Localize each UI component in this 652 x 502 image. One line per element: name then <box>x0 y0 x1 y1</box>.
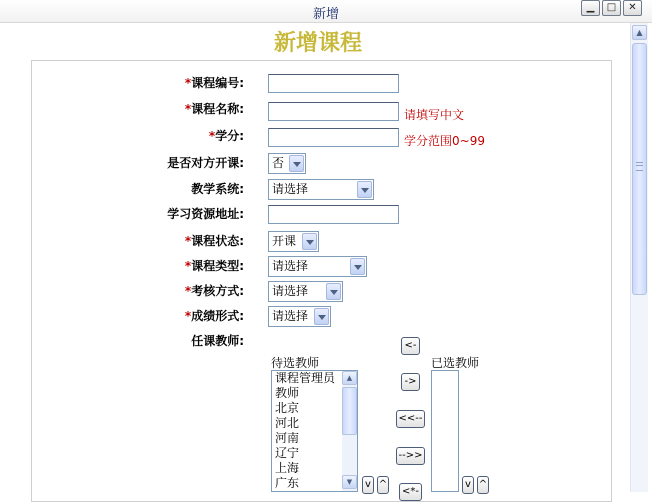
candidates-heading: 待选教师 <box>271 356 320 370</box>
list-item[interactable]: 辽宁 <box>275 446 300 460</box>
open-external-select[interactable] <box>268 153 306 174</box>
required-mark: * <box>184 259 192 273</box>
move-right-button[interactable]: -> <box>401 373 420 391</box>
course-status-label <box>104 232 244 249</box>
course-type-select[interactable] <box>268 256 367 277</box>
course-type-label <box>104 257 244 274</box>
course-type-value: 请选择 <box>272 259 309 273</box>
course-status-label-text: 课程状态: <box>191 234 244 248</box>
required-mark: * <box>184 102 192 116</box>
grade-form-label <box>104 307 244 324</box>
list-item[interactable]: 上海 <box>275 461 300 475</box>
resource-url-input[interactable] <box>268 205 399 224</box>
chevron-down-icon <box>350 258 365 275</box>
teacher-label: 任课教师: <box>191 334 244 348</box>
chevron-down-icon <box>326 283 341 300</box>
exam-method-label <box>104 282 244 299</box>
exam-method-select[interactable] <box>268 281 343 302</box>
required-mark: * <box>184 234 192 248</box>
credit-label-text: 学分: <box>215 129 244 143</box>
resource-url-label: 学习资源地址: <box>167 207 244 221</box>
page-title: 新增课程 <box>273 30 362 56</box>
chevron-down-icon <box>289 155 304 172</box>
required-mark: * <box>184 309 192 323</box>
list-item[interactable]: 河南 <box>275 431 300 445</box>
candidate-list-scrollbar[interactable] <box>342 371 357 491</box>
move-all-right-button[interactable]: -->> <box>396 447 425 465</box>
course-status-value: 开课 <box>272 234 297 248</box>
window-titlebar <box>0 0 652 23</box>
selected-move-up-button[interactable]: ^ <box>477 476 489 494</box>
course-name-label <box>104 100 244 117</box>
page-scrollbar[interactable] <box>630 23 648 492</box>
window-title: 新增 <box>312 7 339 22</box>
grade-form-label-text: 成绩形式: <box>191 309 244 323</box>
course-code-label-text: 课程编号: <box>191 76 244 90</box>
list-scroll-up-button[interactable] <box>342 371 357 385</box>
grip-icon <box>636 162 643 171</box>
credit-hint: 学分范围0~99 <box>404 134 485 148</box>
course-name-label-text: 课程名称: <box>191 102 244 116</box>
chevron-down-icon <box>302 233 317 250</box>
teaching-system-label: 教学系统: <box>191 182 244 196</box>
course-code-label <box>104 74 244 91</box>
open-external-value: 否 <box>272 156 285 170</box>
course-name-hint: 请填写中文 <box>404 108 465 122</box>
list-item[interactable]: 河北 <box>275 416 300 430</box>
candidate-move-up-button[interactable]: ^ <box>377 476 389 494</box>
candidate-teachers-list[interactable] <box>271 370 358 492</box>
minimize-button[interactable] <box>581 0 600 16</box>
credit-input[interactable] <box>268 128 399 147</box>
selected-move-down-button[interactable]: v <box>462 476 474 494</box>
minimize-icon: ▁ <box>586 2 595 13</box>
scrollbar-thumb[interactable] <box>632 43 647 295</box>
course-status-select[interactable] <box>268 231 319 252</box>
credit-label <box>104 127 244 144</box>
teaching-system-value: 请选择 <box>272 182 309 196</box>
exam-method-label-text: 考核方式: <box>191 284 244 298</box>
list-item[interactable]: 广东 <box>275 476 300 490</box>
close-icon: ✕ <box>628 2 637 13</box>
course-type-label-text: 课程类型: <box>191 259 244 273</box>
teaching-system-select[interactable] <box>268 179 374 200</box>
grade-form-value: 请选择 <box>272 309 309 323</box>
selected-heading: 已选教师 <box>431 356 480 370</box>
maximize-icon: □ <box>606 2 617 13</box>
candidate-move-down-button[interactable]: v <box>362 476 374 494</box>
selected-teachers-list[interactable] <box>431 370 459 492</box>
exam-method-value: 请选择 <box>272 284 309 298</box>
course-code-input[interactable] <box>268 74 399 93</box>
move-partial-button[interactable]: <*- <box>399 483 422 501</box>
scroll-up-icon: ▲ <box>346 374 353 382</box>
move-left-button[interactable]: <- <box>401 337 420 355</box>
chevron-down-icon <box>357 181 372 198</box>
grade-form-select[interactable] <box>268 306 331 327</box>
move-all-left-button[interactable]: <<-- <box>396 410 425 428</box>
open-external-label: 是否对方开课: <box>167 156 244 170</box>
list-scroll-down-button[interactable] <box>342 475 357 489</box>
scroll-up-icon: ▲ <box>636 28 643 37</box>
required-mark: * <box>184 76 192 90</box>
list-item[interactable]: 课程管理员 <box>275 371 336 385</box>
maximize-button[interactable] <box>602 0 621 16</box>
course-name-input[interactable] <box>268 102 399 121</box>
list-item[interactable]: 北京 <box>275 401 300 415</box>
list-scrollbar-thumb[interactable] <box>342 387 357 435</box>
window-controls <box>581 0 642 16</box>
close-button[interactable] <box>623 0 642 16</box>
list-item[interactable]: 教师 <box>275 386 300 400</box>
required-mark: * <box>208 129 216 143</box>
required-mark: * <box>184 284 192 298</box>
scroll-down-icon: ▼ <box>346 478 353 486</box>
chevron-down-icon <box>314 308 329 325</box>
